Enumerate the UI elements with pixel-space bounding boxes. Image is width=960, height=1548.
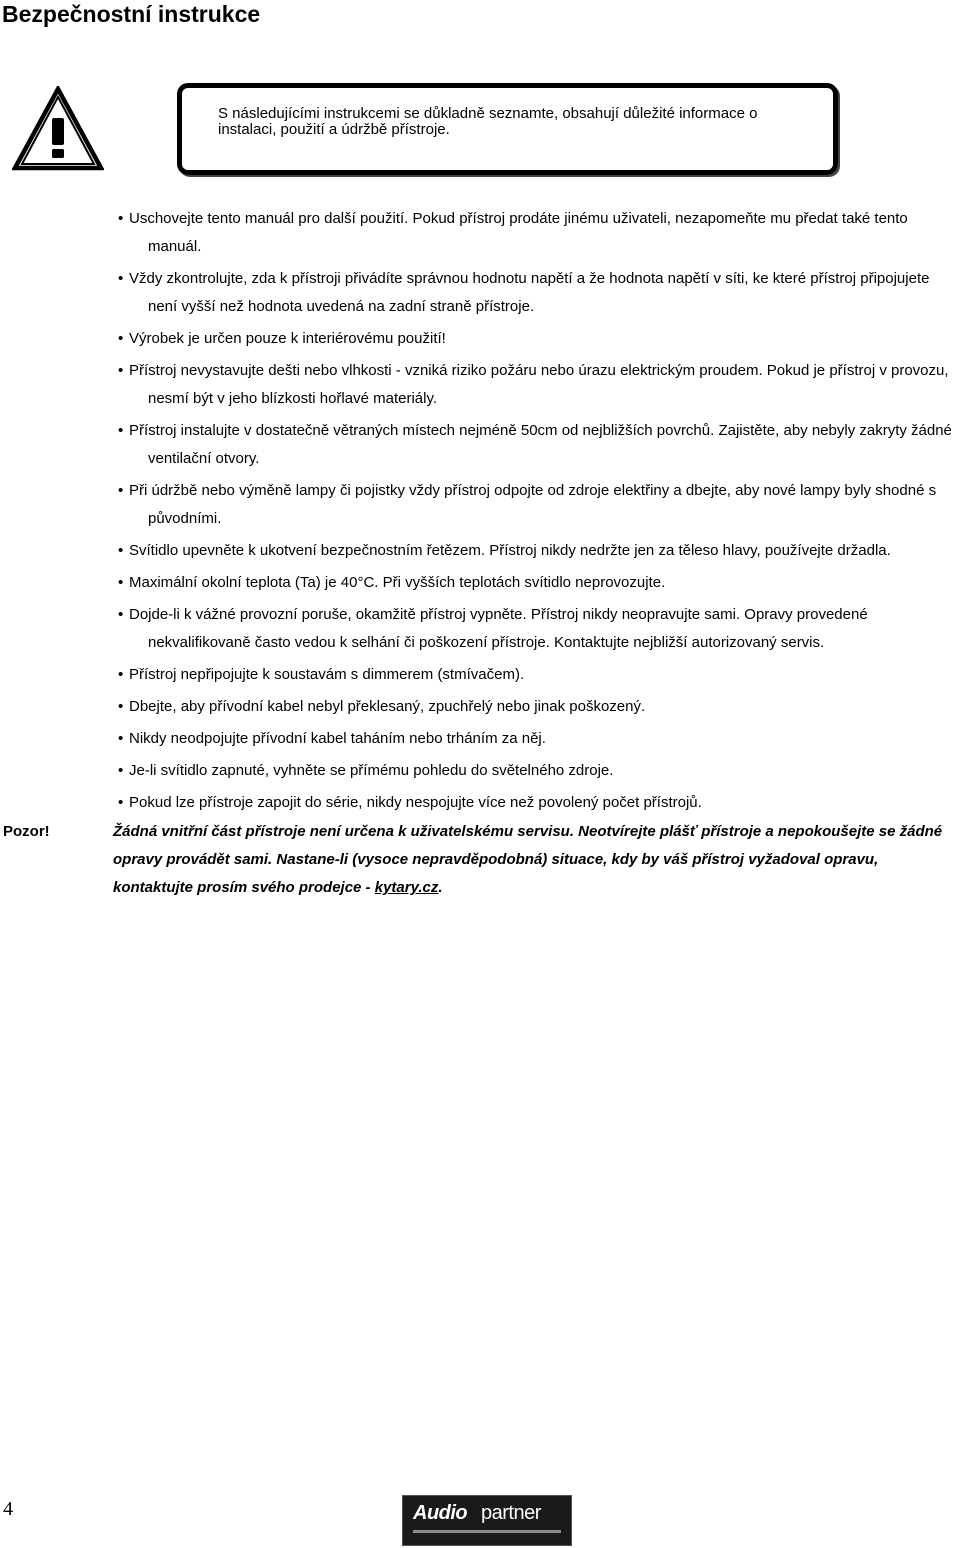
- list-item: • Pokud lze přístroje zapojit do série, nikdy nespojujte více než povolený počet přístrojů.: [0, 789, 960, 817]
- caution-text: [113, 818, 958, 902]
- list-item: • Vždy zkontrolujte, zda k přístroji přivádíte správnou hodnotu napětí a že hodnota napětí v síti, ke které přístroj připojujete není vyšší než hodnota uvedená na zadní straně přístroje.: [0, 265, 960, 321]
- list-item: • Je-li svítidlo zapnuté, vyhněte se přímému pohledu do světelného zdroje.: [0, 757, 960, 785]
- list-item: • Při údržbě nebo výměně lampy či pojistky vždy přístroj odpojte od zdroje elektřiny a dbejte, aby nové lampy byly shodné s původními.: [0, 477, 960, 533]
- notice-box: [177, 83, 838, 175]
- notice-text: [218, 106, 818, 138]
- dealer-link[interactable]: kytary.cz: [374, 879, 439, 896]
- list-item: • Maximální okolní teplota (Ta) je 40°C. Při vyšších teplotách svítidlo neprovozujte.: [0, 569, 960, 597]
- caution-label: Pozor!: [3, 823, 50, 840]
- audiopartner-logo: [402, 1495, 572, 1546]
- page-number: 4: [3, 1498, 13, 1520]
- logo-text-audio: Audio: [413, 1502, 468, 1524]
- list-item: • Výrobek je určen pouze k interiérovému použití!: [0, 325, 960, 353]
- list-item: • Dojde-li k vážné provozní poruše, okamžitě přístroj vypněte. Přístroj nikdy neopravujte sami. Opravy provedené nekvalifikovaně často vedou k selhání či poškození přístroje. Kontaktujte nejbližší autorizovaný servis.: [0, 601, 960, 657]
- logo-underline: [413, 1530, 561, 1533]
- notice-line-2: instalaci, použití a údržbě přístroje.: [218, 121, 450, 138]
- logo-text-partner: partner: [481, 1502, 541, 1524]
- caution-end: .: [438, 879, 443, 896]
- caution-body: Žádná vnitřní část přístroje není určena k uživatelskému servisu. Neotvírejte plášť přístroje a nepokoušejte se žádné opravy provádět sami. Nastane-li (vysoce nepravděpodobná) situace, kdy by váš přístroj vyžadoval opravu, kontaktujte prosím svého prodejce -: [113, 823, 943, 896]
- list-item: • Přístroj instalujte v dostatečně větraných místech nejméně 50cm od nejbližších povrchů. Zajistěte, aby nebyly zakryty žádné ventilační otvory.: [0, 417, 960, 473]
- safety-instructions-list: [0, 205, 960, 821]
- list-item: • Svítidlo upevněte k ukotvení bezpečnostním řetězem. Přístroj nikdy nedržte jen za těleso hlavy, používejte držadla.: [0, 537, 960, 565]
- notice-line-1: S následujícími instrukcemi se důkladně seznamte, obsahují důležité informace o: [218, 105, 758, 122]
- list-item: • Dbejte, aby přívodní kabel nebyl překlesaný, zpuchřelý nebo jinak poškozený.: [0, 693, 960, 721]
- list-item: • Přístroj nepřipojujte k soustavám s dimmerem (stmívačem).: [0, 661, 960, 689]
- list-item: • Uschovejte tento manuál pro další použití. Pokud přístroj prodáte jinému uživateli, nezapomeňte mu předat také tento manuál.: [0, 205, 960, 261]
- warning-triangle-icon: [12, 86, 104, 172]
- list-item: • Přístroj nevystavujte dešti nebo vlhkosti - vzniká riziko požáru nebo úrazu elektrickým proudem. Pokud je přístroj v provozu, nesmí být v jeho blízkosti hořlavé materiály.: [0, 357, 960, 413]
- list-item: • Nikdy neodpojujte přívodní kabel taháním nebo trháním za něj.: [0, 725, 960, 753]
- page-title: Bezpečnostní instrukce: [2, 1, 261, 27]
